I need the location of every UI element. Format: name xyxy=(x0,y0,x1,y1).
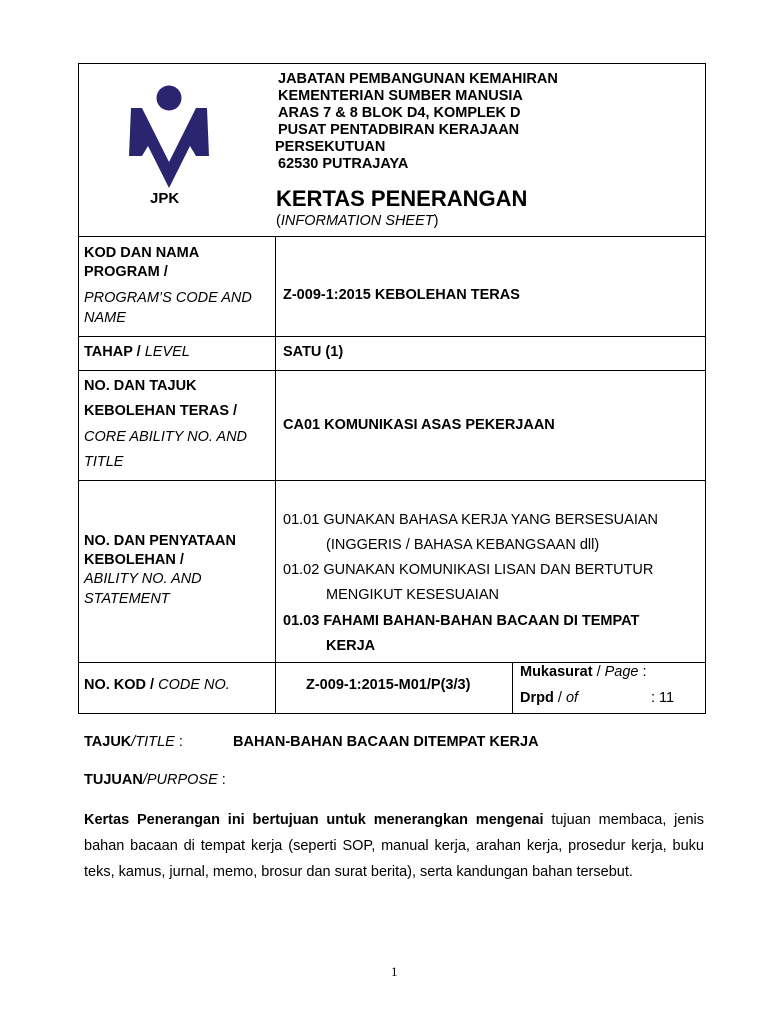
logo-label: JPK xyxy=(150,190,180,207)
ability-label-line1: NO. DAN PENYATAAN xyxy=(84,533,236,549)
ability-item-3-line2: KERJA xyxy=(326,638,376,654)
program-label-line1: KOD DAN NAMA xyxy=(84,245,200,261)
code-value: Z-009-1:2015-M01/P(3/3) xyxy=(306,677,471,693)
row-divider xyxy=(78,370,706,371)
of-label: Drpd / of xyxy=(520,690,579,706)
org-line-6: 62530 PUTRAJAYA xyxy=(278,156,409,172)
code-label: NO. KOD / CODE NO. xyxy=(84,677,230,693)
column-divider xyxy=(512,662,513,713)
column-divider xyxy=(275,236,276,713)
program-value: Z-009-1:2015 KEBOLEHAN TERAS xyxy=(283,287,520,303)
ability-item-1-line1: 01.01 GUNAKAN BAHASA KERJA YANG BERSESUAIAN xyxy=(283,512,658,528)
document-title: KERTAS PENERANGAN xyxy=(276,186,528,211)
level-value: SATU (1) xyxy=(283,344,344,360)
jpk-logo xyxy=(126,84,212,204)
ability-item-1-line2: (INGGERIS / BAHASA KEBANGSAAN dll) xyxy=(326,537,600,553)
purpose-paragraph: Kertas Penerangan ini bertujuan untuk menerangkan mengenai tujuan membaca, jenis bahan bacaan di tempat kerja (seperti SOP, manual kerja, arahan kerja, prosedur kerja, buku teks, kamus, jurnal, memo, brosur dan surat berita), serta kandungan bahan tersebut. xyxy=(84,812,704,880)
core-ability-label-italic-line2: TITLE xyxy=(84,454,124,470)
row-divider xyxy=(78,236,706,237)
org-line-3: ARAS 7 & 8 BLOK D4, KOMPLEK D xyxy=(278,105,521,121)
ability-item-2-line2: MENGIKUT KESESUAIAN xyxy=(326,587,499,603)
core-ability-value: CA01 KOMUNIKASI ASAS PEKERJAAN xyxy=(283,417,555,433)
program-label-italic-line2: NAME xyxy=(84,310,126,326)
org-line-2: KEMENTERIAN SUMBER MANUSIA xyxy=(278,88,523,104)
section-title-value: BAHAN-BAHAN BACAAN DITEMPAT KERJA xyxy=(233,734,539,750)
level-label: TAHAP / LEVEL xyxy=(84,344,190,360)
core-ability-label-line1: NO. DAN TAJUK xyxy=(84,378,197,394)
page-number: 1 xyxy=(391,964,398,979)
core-ability-label-italic-line1: CORE ABILITY NO. AND xyxy=(84,429,248,445)
row-divider xyxy=(78,336,706,337)
section-title-label: TAJUK/TITLE : xyxy=(84,734,183,750)
logo-mark xyxy=(129,108,209,188)
row-divider xyxy=(78,480,706,481)
document-subtitle: (INFORMATION SHEET) xyxy=(276,213,439,229)
org-line-5: PERSEKUTUAN xyxy=(275,139,386,155)
program-label-line2: PROGRAM / xyxy=(84,264,168,280)
program-label-italic-line1: PROGRAM’S CODE AND xyxy=(84,290,252,306)
ability-label-line2: KEBOLEHAN / xyxy=(84,552,184,568)
org-line-1: JABATAN PEMBANGUNAN KEMAHIRAN xyxy=(278,71,558,87)
org-line-4: PUSAT PENTADBIRAN KERAJAAN xyxy=(278,122,520,138)
ability-label-italic-line2: STATEMENT xyxy=(84,591,170,607)
page-label: Mukasurat / Page : xyxy=(520,664,647,680)
ability-item-3-line1: 01.03 FAHAMI BAHAN-BAHAN BACAAN DI TEMPAT xyxy=(283,613,640,629)
purpose-label: TUJUAN/PURPOSE : xyxy=(84,772,226,788)
row-divider xyxy=(78,662,706,663)
ability-item-2-line1: 01.02 GUNAKAN KOMUNIKASI LISAN DAN BERTUTUR xyxy=(283,562,654,578)
ability-label-italic-line1: ABILITY NO. AND xyxy=(84,571,202,587)
logo-dot xyxy=(157,86,182,111)
total-pages-value: : 11 xyxy=(651,690,675,706)
core-ability-label-line2: KEBOLEHAN TERAS / xyxy=(84,403,238,419)
